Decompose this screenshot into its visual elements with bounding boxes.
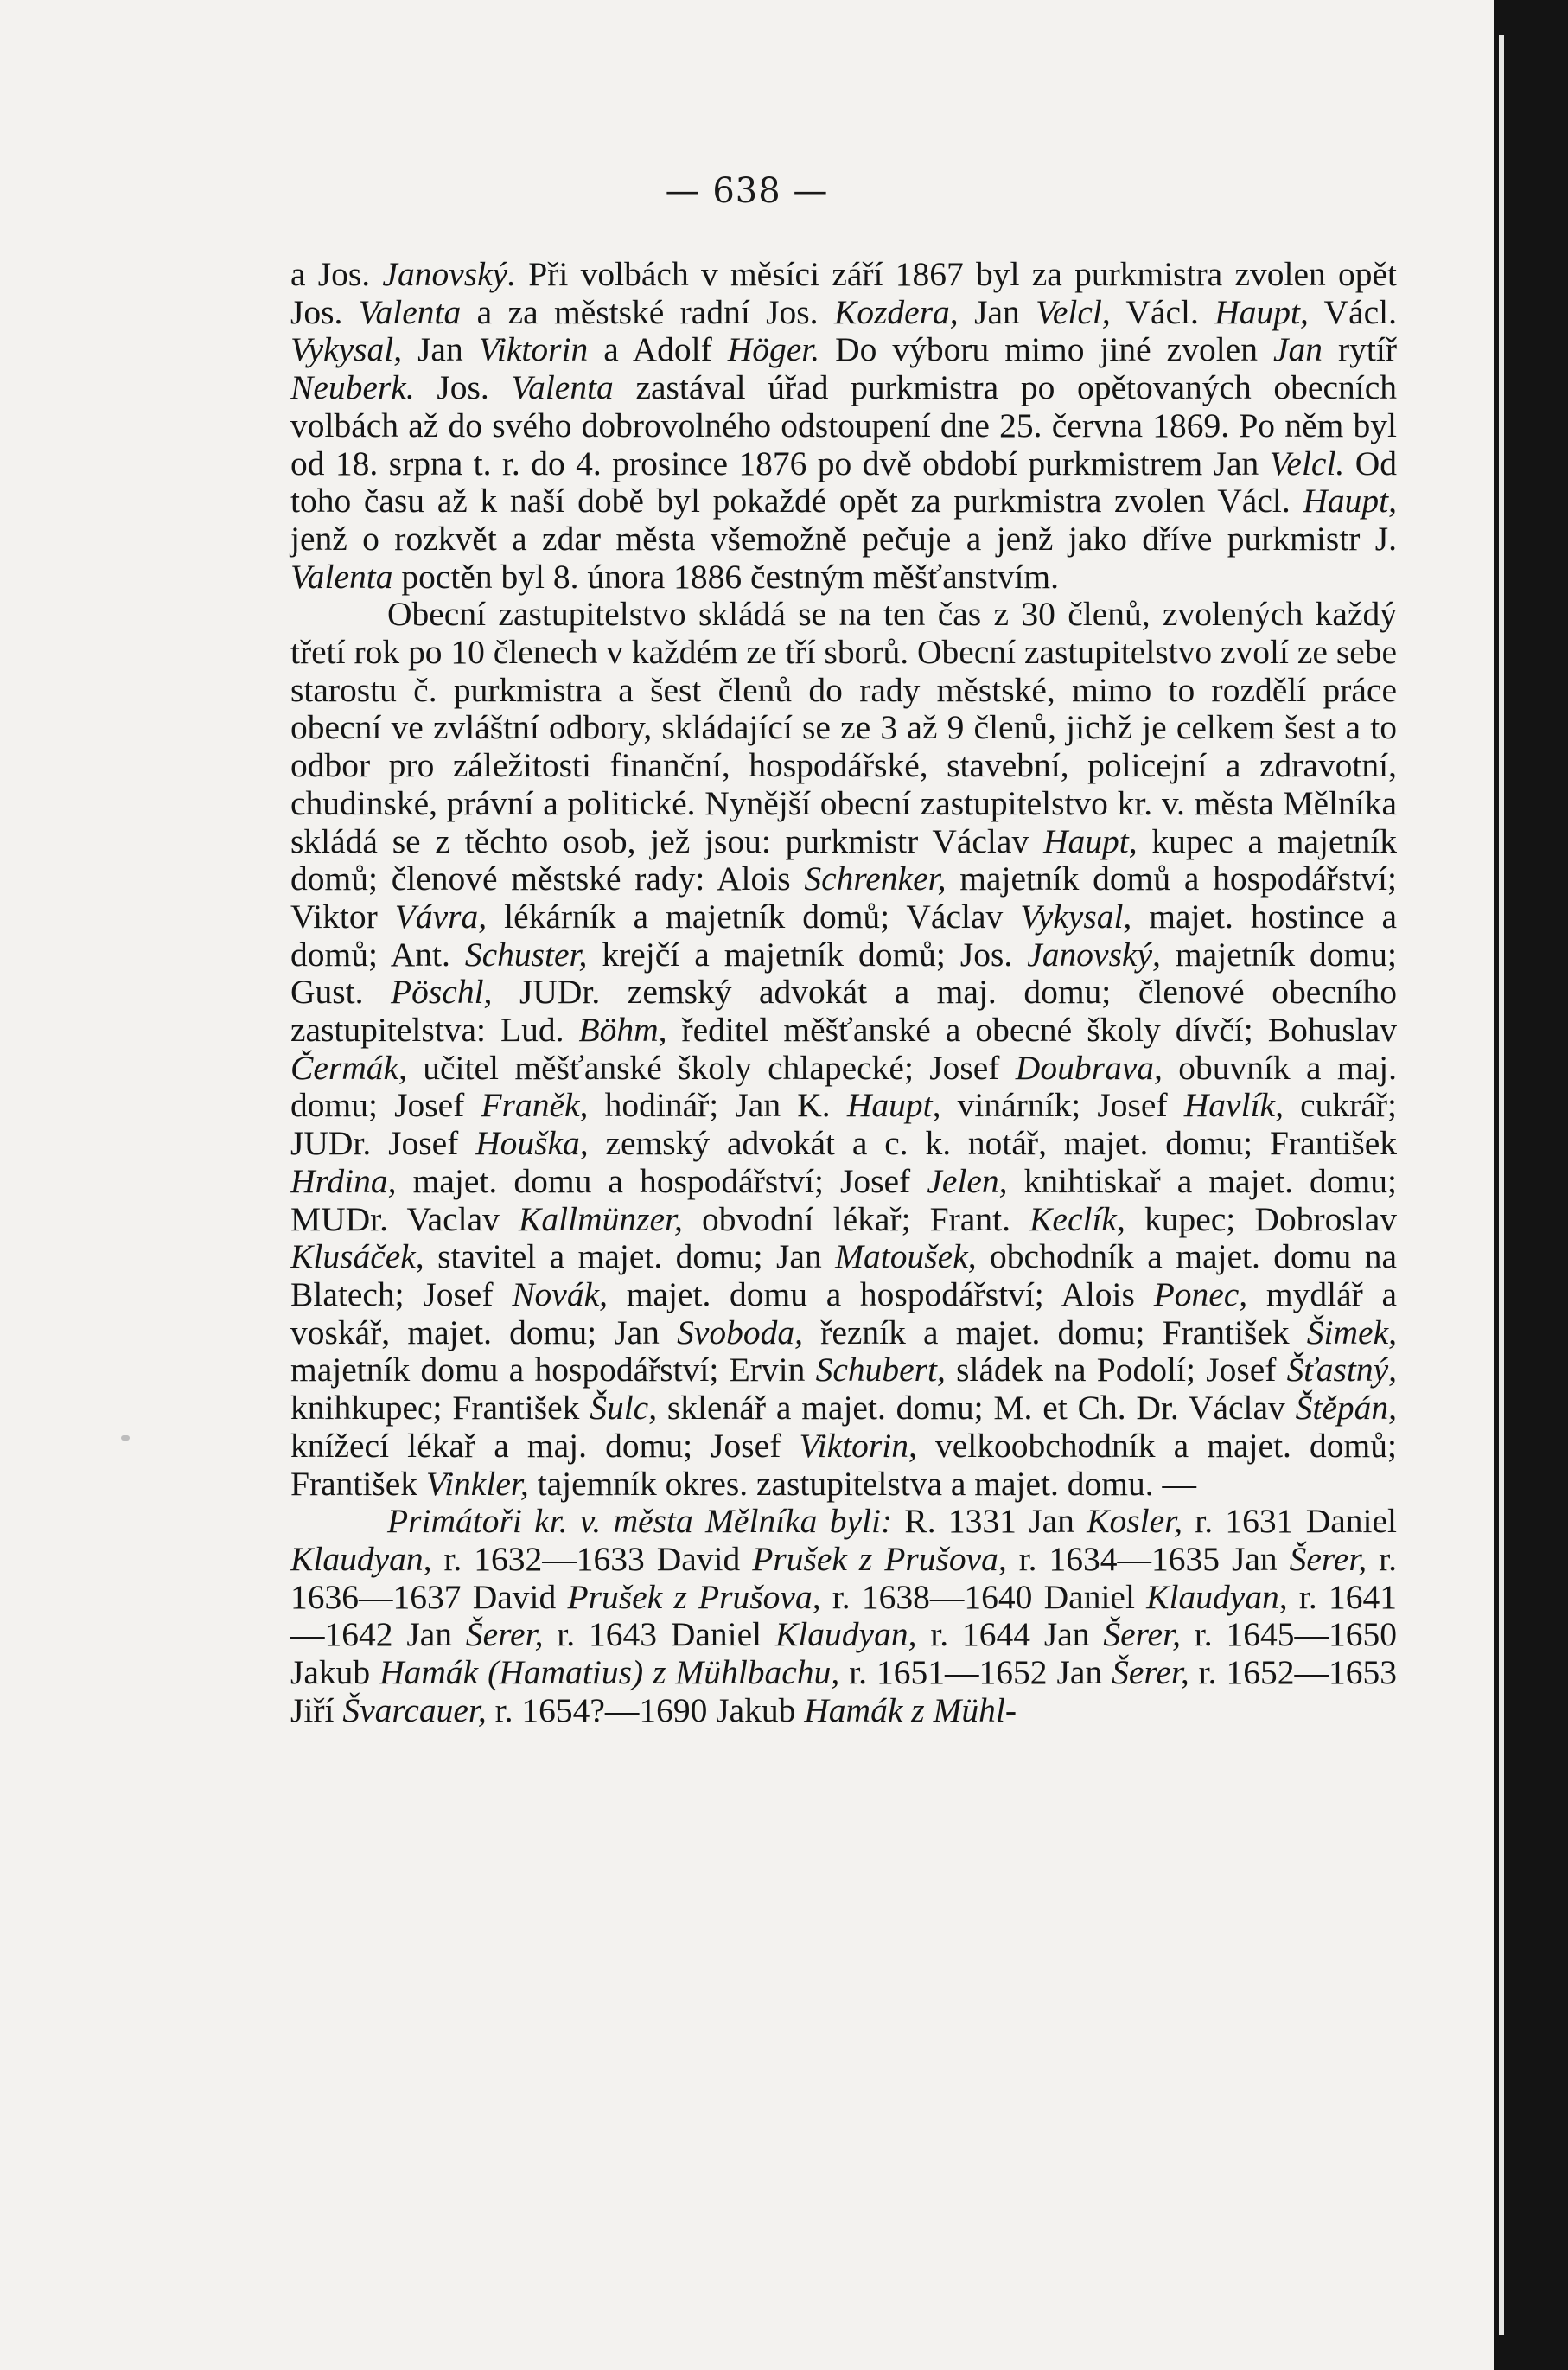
- text-run: lékárník a majetník domů; Václav: [487, 897, 1021, 936]
- surname: Haupt,: [846, 1086, 941, 1125]
- surname: Valenta: [290, 557, 393, 596]
- text-run: r. 1641—1642 Jan: [290, 1577, 1397, 1654]
- text-run: Václ.: [1308, 292, 1398, 331]
- surname: Vinkler,: [425, 1464, 529, 1503]
- surname: Prušek z Prušova,: [567, 1577, 821, 1616]
- surname: Velcl.: [1269, 444, 1345, 482]
- text-run: r. 1634—1635 Jan: [1006, 1539, 1290, 1578]
- text-run: knihtiskař a majet. domu; MUDr. Vaclav: [290, 1161, 1398, 1238]
- body-text: [290, 256, 1397, 1729]
- text-run: a Adolf: [588, 330, 728, 369]
- text-run: jenž o rozkvět a zdar města všemožně pečuje a jenž jako dříve purkmistr J.: [290, 519, 1397, 558]
- text-run: Při volbách v měsíci září 1867 byl za purkmistra zvolen opět Jos.: [290, 255, 1398, 331]
- surname: Havlík,: [1183, 1086, 1284, 1125]
- text-run: učitel měšťanské školy chlapecké; Josef: [406, 1048, 1016, 1087]
- surname: Doubrava,: [1015, 1048, 1163, 1087]
- surname: Valenta: [511, 368, 614, 407]
- paragraph-1: [290, 256, 1397, 596]
- text-run: R. 1331 Jan: [892, 1502, 1087, 1541]
- surname: Neuberk.: [290, 368, 415, 407]
- text-run: Od toho času až k naší době byl pokaždé opět za purkmistra zvolen Václ.: [290, 444, 1398, 521]
- surname: Schrenker,: [804, 859, 947, 898]
- adjacent-page-edge: [1499, 35, 1504, 2335]
- text-run: Jan: [402, 330, 479, 369]
- text-run: obchodník a majet. domu na Blatech; Josef: [290, 1237, 1397, 1313]
- text-run: krejčí a majetník domů; Jos.: [587, 935, 1028, 974]
- surname: Hamák z Mühl-: [804, 1690, 1017, 1729]
- surname: Haupt,: [1042, 821, 1138, 860]
- surname: Novák,: [512, 1274, 608, 1313]
- surname: Vávra,: [394, 897, 488, 936]
- surname: Jelen,: [927, 1161, 1008, 1200]
- text-run: majet. domu a hospodářství; Alois: [608, 1274, 1154, 1313]
- text-run: velkoobchodník a majet. domů; František: [290, 1426, 1397, 1503]
- page-number: — 638 —: [665, 171, 829, 211]
- surname: Pöschl,: [391, 973, 493, 1012]
- surname: Haupt,: [1214, 292, 1309, 331]
- surname: Vykysal,: [1020, 897, 1132, 936]
- text-run: řezník a majet. domu; František: [803, 1313, 1307, 1351]
- text-run: majet. hostince a domů; Ant.: [290, 897, 1398, 974]
- surname: Šerer,: [1112, 1653, 1189, 1692]
- text-run: r. 1652—1653 Jiří: [290, 1653, 1397, 1729]
- text-run: sklenář a majet. domu; M. et Ch. Dr. Václav: [657, 1389, 1296, 1428]
- text-run: Obecní zastupitelstvo skládá se na ten čas z 30 členů, zvolených každý třetí rok po 10 členech v každém ze tří sborů. Obecní zastupitelstvo zvolí ze sebe starostu č. purkmistra a šest členů do rady městské, mimo to rozdělí práce obecní ve zvláštní odbory, skládající se ze 3 až 9 členů, jichž je celkem šest a to odbor pro záležitosti finanční, hospodářské, stavební, policejní a zdravotní, chudinské, právní a politické. Nynější obecní zastupitelstvo kr. v. města Mělníka skládá se z těchto osob, jež jsou: purkmistr Václav: [290, 595, 1398, 860]
- surname: Vykysal,: [290, 330, 403, 369]
- text-run: mydlář a voskář, majet. domu; Jan: [290, 1274, 1398, 1351]
- text-run: vinárník; Josef: [940, 1086, 1184, 1125]
- text-run: r. 1638—1640 Daniel: [820, 1577, 1147, 1616]
- text-run: kupec a majetník domů; členové městské rady: Alois: [290, 821, 1397, 898]
- surname: Šťastný,: [1286, 1351, 1398, 1389]
- text-run: r. 1644 Jan: [916, 1615, 1104, 1654]
- surname: Janovský.: [382, 255, 517, 293]
- text-run: r. 1632—1633 David: [431, 1539, 753, 1578]
- section-lead: Primátoři kr. v. města Mělníka byli:: [387, 1502, 893, 1541]
- text-run: Jan: [958, 292, 1036, 331]
- surname: Šerer,: [1289, 1539, 1367, 1578]
- surname: Kozdera,: [833, 292, 959, 331]
- text-run: r. 1651—1652 Jan: [839, 1653, 1112, 1692]
- surname: Kosler,: [1087, 1502, 1182, 1541]
- text-run: Jos.: [414, 368, 512, 407]
- surname: Franěk,: [481, 1086, 589, 1125]
- text-run: obvodní lékař; Frant.: [682, 1199, 1030, 1238]
- paragraph-2: [290, 596, 1397, 1503]
- surname: Šulc,: [590, 1389, 658, 1428]
- text-run: a za městské radní Jos.: [461, 292, 834, 331]
- surname: Svoboda,: [677, 1313, 803, 1351]
- text-run: knihkupec; František: [290, 1389, 590, 1428]
- text-run: sládek na Podolí; Josef: [945, 1351, 1287, 1389]
- surname: Klaudyan,: [774, 1615, 917, 1654]
- text-run: majetník domů a hospodářství; Viktor: [290, 859, 1397, 936]
- paragraph-3: [290, 1503, 1397, 1729]
- scan-border: [1494, 0, 1568, 2370]
- surname: Kallmünzer,: [519, 1199, 683, 1238]
- text-run: r. 1643 Daniel: [543, 1615, 775, 1654]
- surname: Šerer,: [1103, 1615, 1181, 1654]
- scan-speck: [121, 1435, 130, 1441]
- surname: Hrdina,: [290, 1161, 397, 1200]
- surname: Klaudyan,: [290, 1539, 432, 1578]
- text-run: Do výboru mimo jiné zvolen: [819, 330, 1273, 369]
- surname: Šimek,: [1306, 1313, 1397, 1351]
- text-run: kupec; Dobroslav: [1125, 1199, 1397, 1238]
- text-run: cukrář; JUDr. Josef: [290, 1086, 1397, 1163]
- text-run: r. 1636—1637 David: [290, 1539, 1397, 1616]
- surname: Viktorin,: [799, 1426, 917, 1465]
- text-run: JUDr. zemský advokát a maj. domu; členové obecního zastupitelstva: Lud.: [290, 973, 1397, 1050]
- surname: Höger.: [727, 330, 820, 369]
- surname: Prušek z Prušova,: [752, 1539, 1007, 1578]
- surname: Viktorin: [478, 330, 589, 369]
- text-run: rytíř: [1323, 330, 1397, 369]
- surname: Schubert,: [815, 1351, 946, 1389]
- text-run: stavitel a majet. domu; Jan: [424, 1237, 836, 1276]
- surname: Velcl,: [1036, 292, 1111, 331]
- text-run: poctěn byl 8. února 1886 čestným měšťanstvím.: [392, 557, 1060, 596]
- text-run: r. 1654?—1690 Jakub: [486, 1690, 805, 1729]
- surname: Matoušek,: [835, 1237, 977, 1276]
- surname: Klusáček,: [290, 1237, 424, 1276]
- text-run: zemský advokát a c. k. notář, majet. domu; František: [588, 1124, 1397, 1163]
- surname: Houška,: [475, 1124, 589, 1163]
- surname: Ponec,: [1153, 1274, 1248, 1313]
- surname: Böhm,: [578, 1011, 667, 1050]
- text-run: hodinář; Jan K.: [588, 1086, 847, 1125]
- text-run: a Jos.: [290, 255, 383, 293]
- text-run: majet. domu a hospodářství; Josef: [396, 1161, 927, 1200]
- surname: Schuster,: [464, 935, 588, 974]
- surname: Štěpán,: [1295, 1389, 1397, 1428]
- text-run: obuvník a maj. domu; Josef: [290, 1048, 1397, 1125]
- text-run: ředitel měšťanské a obecné školy dívčí; Bohuslav: [666, 1011, 1397, 1050]
- text-run: zastával úřad purkmistra po opětovaných obecních volbách až do svého dobrovolného odstoupení dne 25. června 1869. Po něm byl od 18. srpna t. r. do 4. prosince 1876 po dvě období purkmistrem Jan: [290, 368, 1397, 482]
- surname: Jan: [1272, 330, 1323, 369]
- text-run: tajemník okres. zastupitelstva a majet. domu. —: [528, 1464, 1196, 1503]
- surname: Čermák,: [290, 1048, 407, 1087]
- text-run: Václ.: [1110, 292, 1215, 331]
- surname: Šerer,: [465, 1615, 544, 1654]
- surname: Keclík,: [1029, 1199, 1125, 1238]
- surname: Janovský,: [1027, 935, 1161, 974]
- surname: Klaudyan,: [1146, 1577, 1288, 1616]
- surname: Valenta: [358, 292, 462, 331]
- surname: Haupt,: [1303, 482, 1397, 521]
- surname: Švarcauer,: [342, 1690, 487, 1729]
- text-run: majetník domu a hospodářství; Ervin: [290, 1351, 816, 1389]
- text-run: knížecí lékař a maj. domu; Josef: [290, 1426, 800, 1465]
- text-run: r. 1645—1650 Jakub: [290, 1615, 1397, 1692]
- text-run: r. 1631 Daniel: [1182, 1502, 1398, 1541]
- text-run: majetník domu; Gust.: [290, 935, 1397, 1012]
- surname: Hamák (Hamatius) z Mühlbachu,: [379, 1653, 840, 1692]
